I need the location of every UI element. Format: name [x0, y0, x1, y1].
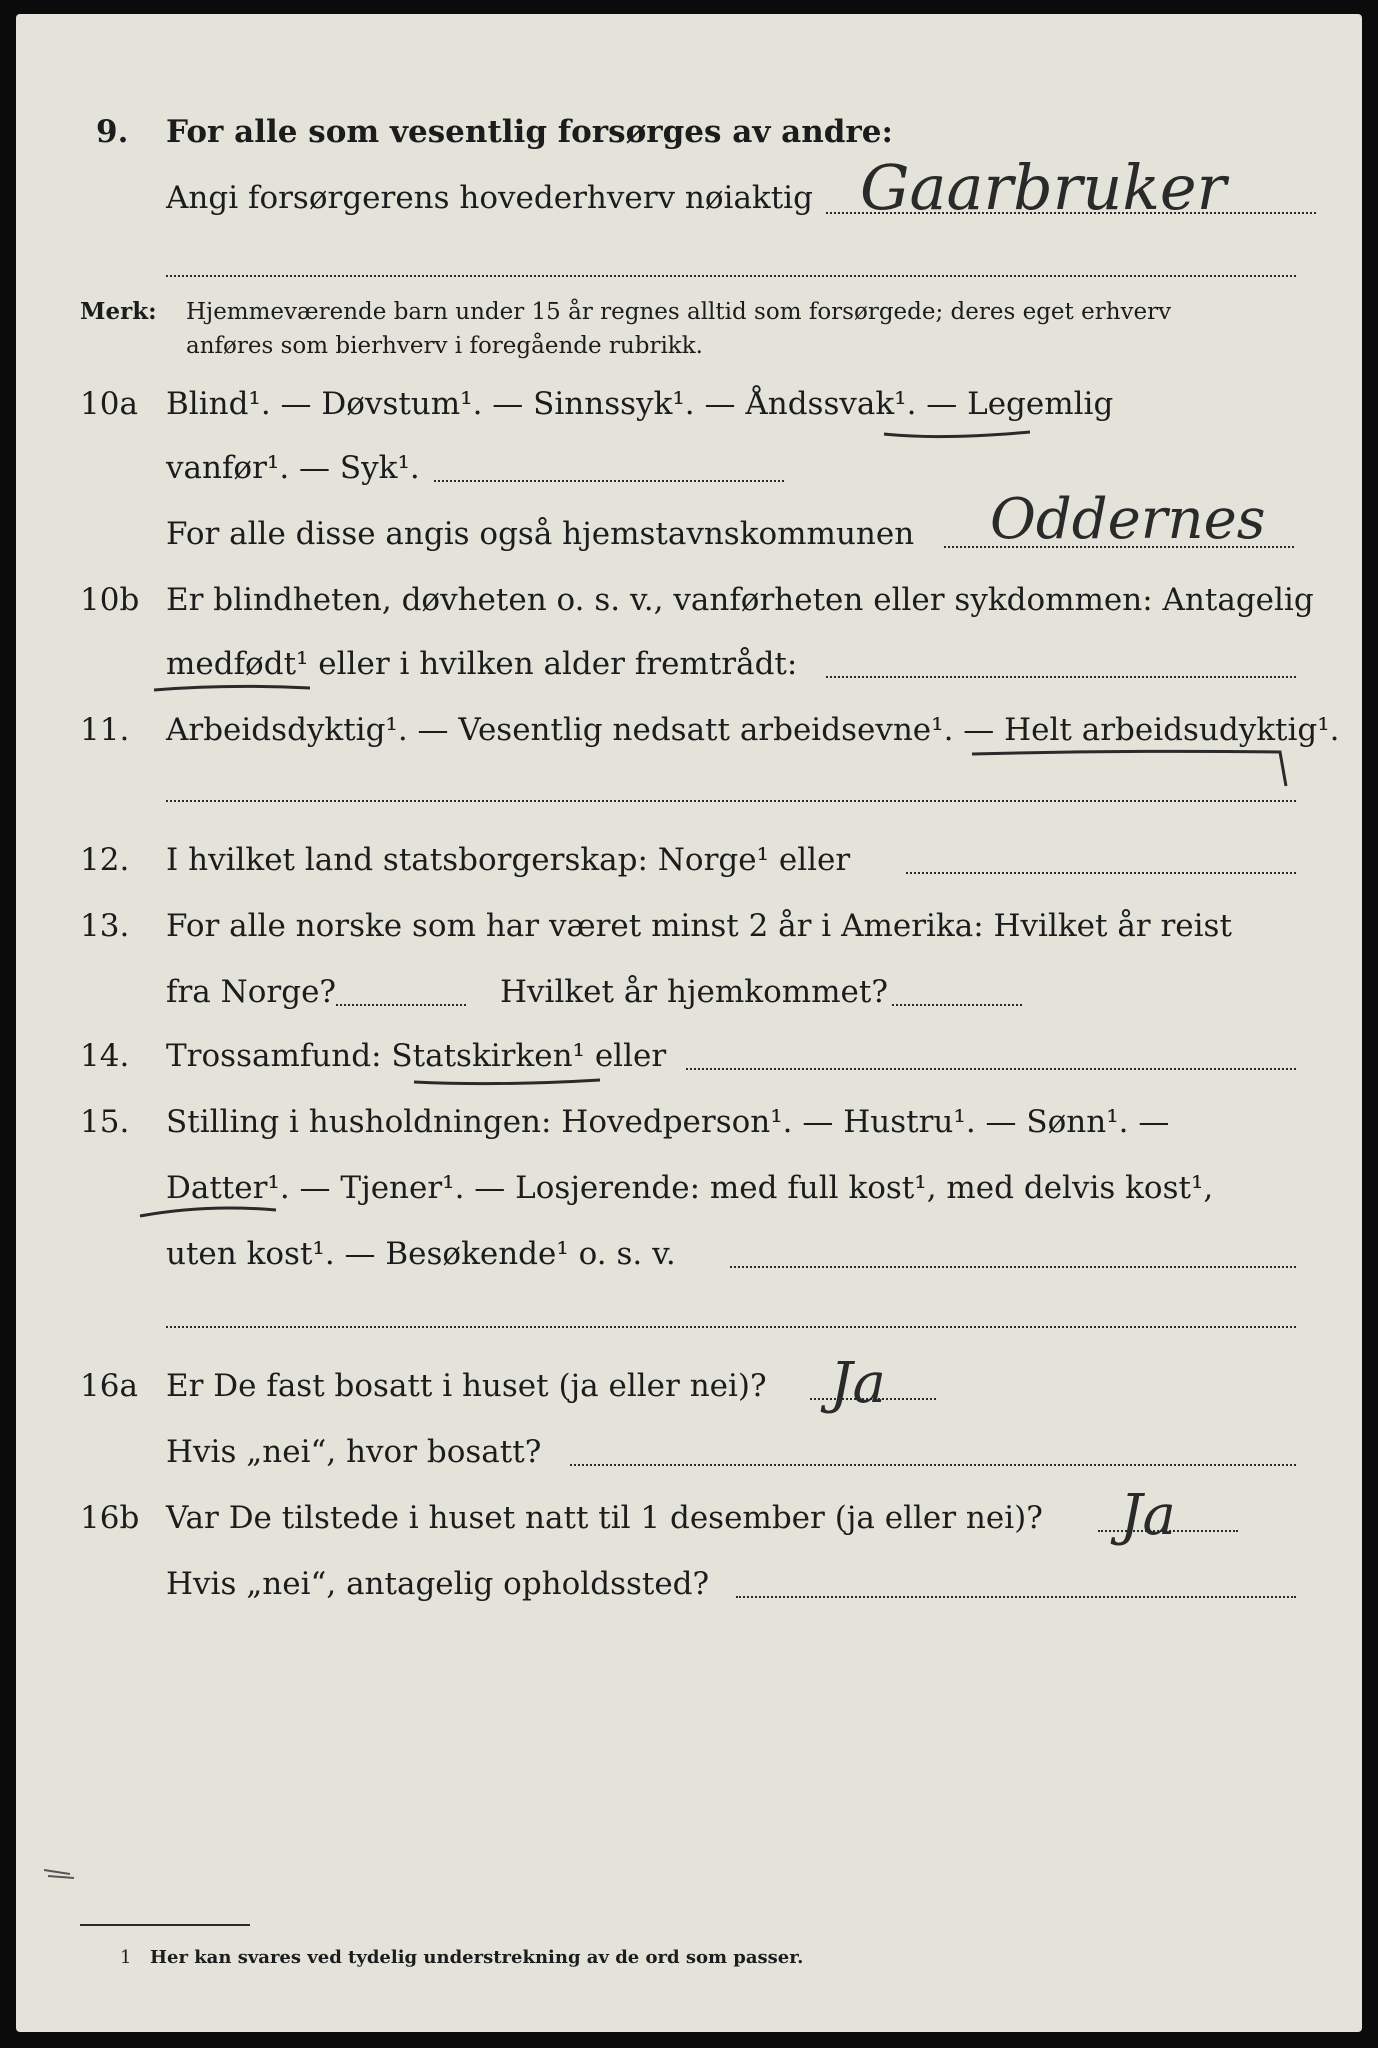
q15-line2: Datter¹. — Tjener¹. — Losjerende: med full kost¹, med delvis kost¹, — [166, 1170, 1214, 1206]
q15-answer-line — [730, 1266, 1296, 1268]
q16b-number: 16b — [80, 1500, 140, 1536]
merk-text-line2: anføres som bierhverv i foregående rubrikk. — [186, 333, 703, 359]
footnote-text: Her kan svares ved tydelig understrekning av de ord som passer. — [150, 1947, 804, 1968]
q10b-answer-line — [826, 676, 1296, 678]
q12-answer-line — [906, 872, 1296, 874]
q13-number: 13. — [80, 908, 130, 944]
q13-hjemkommet-answer-line — [892, 1004, 1022, 1006]
q12-line1: I hvilket land statsborgerskap: Norge¹ eller — [166, 842, 851, 878]
q9-handwritten-answer: Gaarbruker — [860, 151, 1227, 224]
q12-number: 12. — [80, 842, 130, 878]
q16a-number: 16a — [80, 1368, 138, 1404]
q10a-syk-line — [434, 480, 784, 482]
merk-label: Merk: — [80, 298, 157, 325]
q16a-line1: Er De fast bosatt i huset (ja eller nei)? — [166, 1368, 767, 1404]
merk-text-line1: Hjemmeværende barn under 15 år regnes alltid som forsørgede; deres eget erhverv — [186, 299, 1172, 325]
footnote-mark: 1 — [120, 1947, 132, 1968]
q14-line1: Trossamfund: Statskirken¹ eller — [166, 1038, 667, 1074]
q9-question-line2: Angi forsørgerens hovederhverv nøiaktig — [166, 180, 813, 216]
footnote-rule — [80, 1924, 250, 1926]
q10a-number: 10a — [80, 386, 138, 422]
q10a-handwritten-answer: Oddernes — [990, 487, 1266, 552]
q14-answer-line — [686, 1068, 1296, 1070]
datter-underline-mark — [136, 1200, 286, 1224]
q9-answer-line2 — [166, 275, 1296, 277]
q13-line1: For alle norske som har været minst 2 år i Amerika: Hvilket år reist — [166, 908, 1232, 944]
q15-answer-line2 — [166, 1326, 1296, 1328]
q16b-opholdssted-answer-line — [736, 1596, 1296, 1598]
q15-number: 15. — [80, 1104, 130, 1140]
pencil-mark — [40, 1862, 80, 1882]
q13-line2b: Hvilket år hjemkommet? — [500, 974, 888, 1010]
q9-number: 9. — [96, 114, 129, 150]
q10b-line1: Er blindheten, døvheten o. s. v., vanførheten eller sykdommen: Antagelig — [166, 582, 1314, 618]
q10a-line3: For alle disse angis også hjemstavnskommunen — [166, 516, 915, 552]
q11-line1: Arbeidsdyktig¹. — Vesentlig nedsatt arbeidsevne¹. — Helt arbeidsudyktig¹. — [166, 712, 1340, 748]
q11-answer-line — [166, 800, 1296, 802]
q14-number: 14. — [80, 1038, 130, 1074]
q16b-line1: Var De tilstede i huset natt til 1 desember (ja eller nei)? — [166, 1500, 1043, 1536]
q15-line1: Stilling i husholdningen: Hovedperson¹. — Hustru¹. — Sønn¹. — — [166, 1104, 1170, 1140]
q16a-line2: Hvis „nei“, hvor bosatt? — [166, 1434, 542, 1470]
q10a-line2: vanfør¹. — Syk¹. — [166, 450, 420, 486]
q16b-line2: Hvis „nei“, antagelig opholdssted? — [166, 1566, 710, 1602]
andssvak-underline-mark — [880, 424, 1040, 444]
q11-number: 11. — [80, 712, 130, 748]
q16a-handwritten-answer: Ja — [830, 1351, 886, 1416]
q10b-number: 10b — [80, 582, 140, 618]
statskirken-underline-mark — [410, 1074, 610, 1094]
q10b-line2: medfødt¹ eller i hvilken alder fremtrådt: — [166, 646, 798, 682]
q15-line3: uten kost¹. — Besøkende¹ o. s. v. — [166, 1236, 676, 1272]
medfodt-underline-mark — [150, 680, 320, 700]
helt-arbeidsudyktig-underline-mark — [968, 746, 1298, 796]
q9-question-line1: For alle som vesentlig forsørges av andre: — [166, 114, 893, 150]
q13-line2a: fra Norge? — [166, 974, 337, 1010]
q16a-bosatt-answer-line — [570, 1464, 1296, 1466]
q10a-line1: Blind¹. — Døvstum¹. — Sinnssyk¹. — Åndssvak¹. — Legemlig — [166, 386, 1114, 422]
q16b-handwritten-answer: Ja — [1120, 1483, 1176, 1548]
q13-reist-answer-line — [336, 1004, 466, 1006]
